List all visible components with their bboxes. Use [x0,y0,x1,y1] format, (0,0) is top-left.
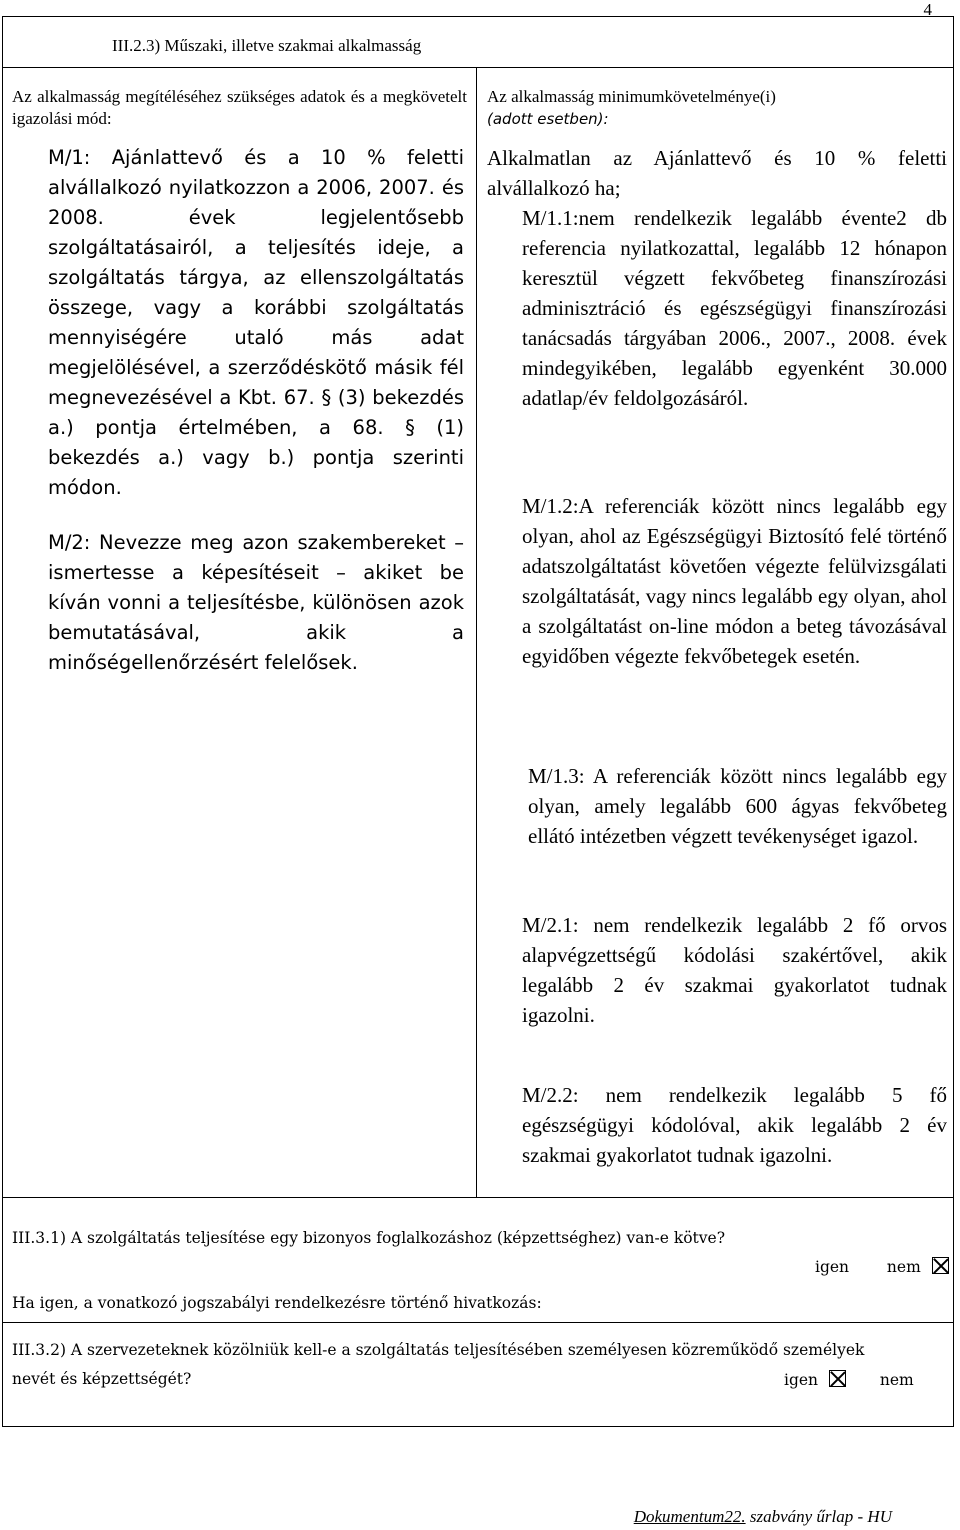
footer [634,1507,892,1527]
page-number: 4 [923,0,932,19]
divider [2,1322,954,1323]
no-label: nem [886,1258,921,1276]
question-iii-3-1: III.3.1) A szolgáltatás teljesítése egy bizonyos foglalkozáshoz (képzettséghez) van-e kötve? [12,1229,726,1247]
footer-doc: Dokumentum22. [633,1507,746,1526]
question-iii-3-2-line2: nevét és képzettségét? [12,1370,192,1388]
section-title: III.2.3) Műszaki, illetve szakmai alkalmasság [112,36,422,55]
criterion-m1-3: M/1.3: A referenciák között nincs legalább egy olyan, amely legalább 600 ágyas fekvőbeteg ellátó intézetben végzett tevékenységet igazol. [528,764,947,848]
no-label: nem [879,1371,914,1389]
right-column-header [487,86,947,130]
no-checkbox[interactable] [932,1257,949,1274]
reference-label: Ha igen, a vonatkozó jogszabályi rendelkezésre történő hivatkozás: [12,1294,542,1312]
yes-label: igen [815,1258,850,1276]
criterion-m1-2: M/1.2:A referenciák között nincs legalább egy olyan, ahol az Egészségügyi Biztosító felé történő adatszolgáltatást követően végezte felülvizsgálati szolgáltatását, vagy nincs legalább egy olyan, ahol a szolgáltatást on-line módon a beteg távozásával egyidőben végezte fekvőbetegek esetén. [522,494,947,668]
unsuitability-intro: Alkalmatlan az Ajánlattevő és 10 % feletti alvállalkozó ha; [487,146,947,200]
criterion-m2-1: M/2.1: nem rendelkezik legalább 2 fő orvos alapvégzettségű kódolási szakértővel, akik legalább 2 év szakmai gyakorlatot tudnak igazolni. [522,913,947,1027]
criterion-m1-1: M/1.1:nem rendelkezik legalább évente2 db referencia nyilatkozattal, legalább 12 hónapon keresztül végzett fekvőbeteg finanszírozási adminisztráció és egészségügyi finanszírozási tanácsadás tárgyában 2006., 2007., 2008. évek mindegyikében, legalább egyenként 30.000 adatlap/év feldolgozásáról. [522,206,947,410]
divider [2,67,954,68]
column-divider [476,67,477,1197]
footer-form: szabvány űrlap - HU [745,1507,892,1526]
requirement-m1: M/1: Ajánlattevő és a 10 % feletti alvállalkozó nyilatkozzon a 2006, 2007. és 2008. évek legjelentősebb szolgáltatásairól, a teljesítés ideje, a szolgáltatás tárgya, az ellenszolgáltatás összege, vagy a korábbi szolgáltatás mennyiségére utaló más adat megjelölésével, a szerződéskötő másik fél megnevezésével a Kbt. 67. § (3) bekezdés a.) pontja értelmében, a 68. § (1) bekezdés a.) vagy b.) pontja szerinti módon. [48,146,464,499]
right-header-italic: (adott esetben): [487,110,609,128]
question-iii-3-1-options [815,1257,949,1276]
yes-checkbox[interactable] [829,1370,846,1387]
criterion-m2-2: M/2.2: nem rendelkezik legalább 5 fő egészségügyi kódolóval, akik legalább 2 év szakmai gyakorlatot tudnak igazolni. [522,1083,947,1167]
right-header-main: Az alkalmasság minimumkövetelménye(i) [487,87,776,106]
question-iii-3-2-options [784,1370,914,1389]
divider [2,1197,954,1198]
left-column-header: Az alkalmasság megítéléséhez szükséges adatok és a megkövetelt igazolási mód: [12,87,467,128]
yes-label: igen [784,1371,819,1389]
requirement-m2: M/2: Nevezze meg azon szakembereket – ismertesse a képesítéseit – akiket be kíván vonni a teljesítésbe, különösen azok bemutatásával, akik a minőségellenőrzésért felelősek. [48,531,464,674]
question-iii-3-2: III.3.2) A szervezeteknek közölniük kell-e a szolgáltatás teljesítésében személyesen közreműködő személyek [12,1341,865,1359]
